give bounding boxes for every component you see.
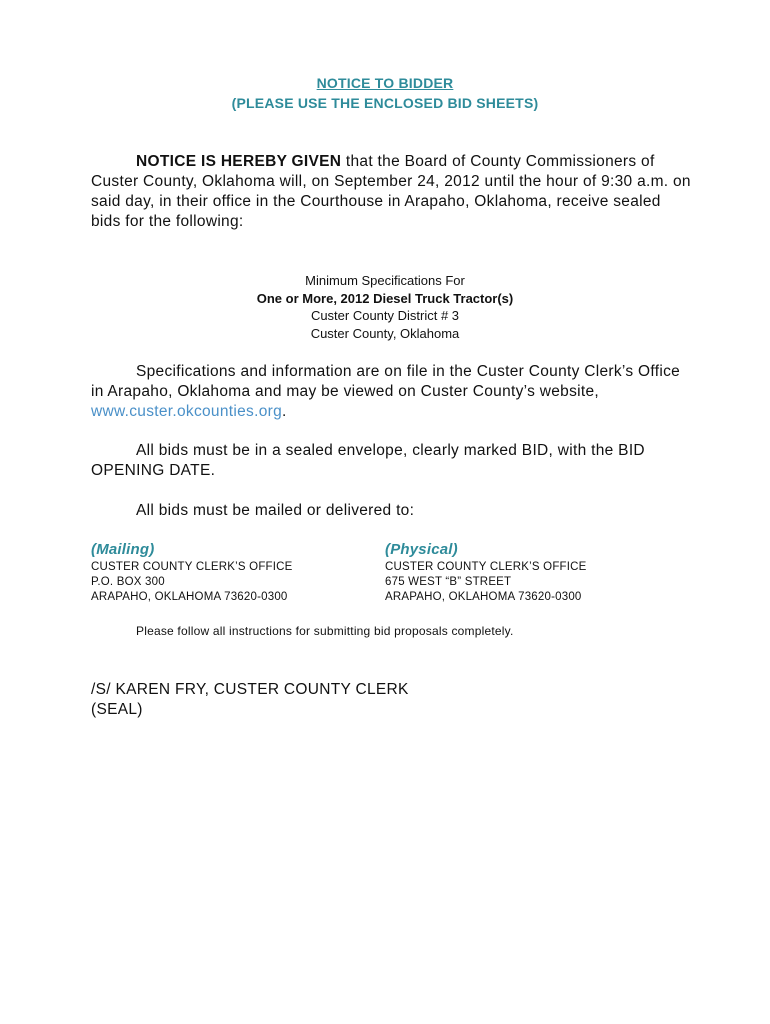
notice-body: that the Board of County Commissioners of Custer County, Oklahoma will, on September 24, 2012 until the hour of 9:30 a.m. on said day, in their office in the Courthouse in Arapaho, Oklahoma, receive sealed bids for the following:: [91, 153, 691, 230]
instructions-text: Please follow all instructions for submitting bid proposals completely.: [136, 624, 514, 638]
physical-label: (Physical): [385, 541, 458, 558]
notice-paragraph: [91, 152, 691, 232]
mailing-line-1: CUSTER COUNTY CLERK’S OFFICE: [91, 561, 293, 573]
notice-title: NOTICE TO BIDDER: [316, 75, 454, 91]
envelope-text: All bids must be in a sealed envelope, clearly marked BID, with the BID OPENING DATE.: [91, 442, 645, 479]
physical-line-2: 675 WEST “B” STREET: [385, 576, 512, 588]
website-link[interactable]: www.custer.okcounties.org: [91, 403, 283, 420]
notice-lead: NOTICE IS HEREBY GIVEN: [136, 153, 342, 170]
spec-line-4: Custer County, Oklahoma: [310, 325, 460, 341]
info-text: Specifications and information are on file in the Custer County Clerk’s Office in Arapaho, Oklahoma and may be viewed on Custer County’s website,: [91, 363, 681, 400]
notice-subtitle: (PLEASE USE THE ENCLOSED BID SHEETS): [231, 95, 539, 111]
physical-address: [385, 540, 587, 605]
mailing-line-3: ARAPAHO, OKLAHOMA 73620-0300: [91, 591, 288, 603]
mailing-label: (Mailing): [91, 541, 155, 558]
signature-block: [91, 680, 409, 720]
info-paragraph: [91, 362, 691, 422]
mailing-line-2: P.O. BOX 300: [91, 576, 165, 588]
mailing-address: [91, 540, 293, 605]
signature-line: /S/ KAREN FRY, CUSTER COUNTY CLERK: [91, 681, 409, 698]
physical-line-1: CUSTER COUNTY CLERK’S OFFICE: [385, 561, 587, 573]
seal-line: (SEAL): [91, 701, 143, 718]
spec-line-1: Minimum Specifications For: [305, 273, 465, 288]
spec-line-3: Custer County District # 3: [310, 308, 460, 323]
specifications-block: [0, 272, 770, 342]
envelope-paragraph: [91, 441, 691, 481]
delivery-paragraph: [91, 501, 691, 521]
physical-line-3: ARAPAHO, OKLAHOMA 73620-0300: [385, 591, 582, 603]
info-end: .: [282, 403, 287, 420]
spec-line-2: One or More, 2012 Diesel Truck Tractor(s): [256, 290, 514, 306]
delivery-text: All bids must be mailed or delivered to:: [136, 502, 415, 519]
